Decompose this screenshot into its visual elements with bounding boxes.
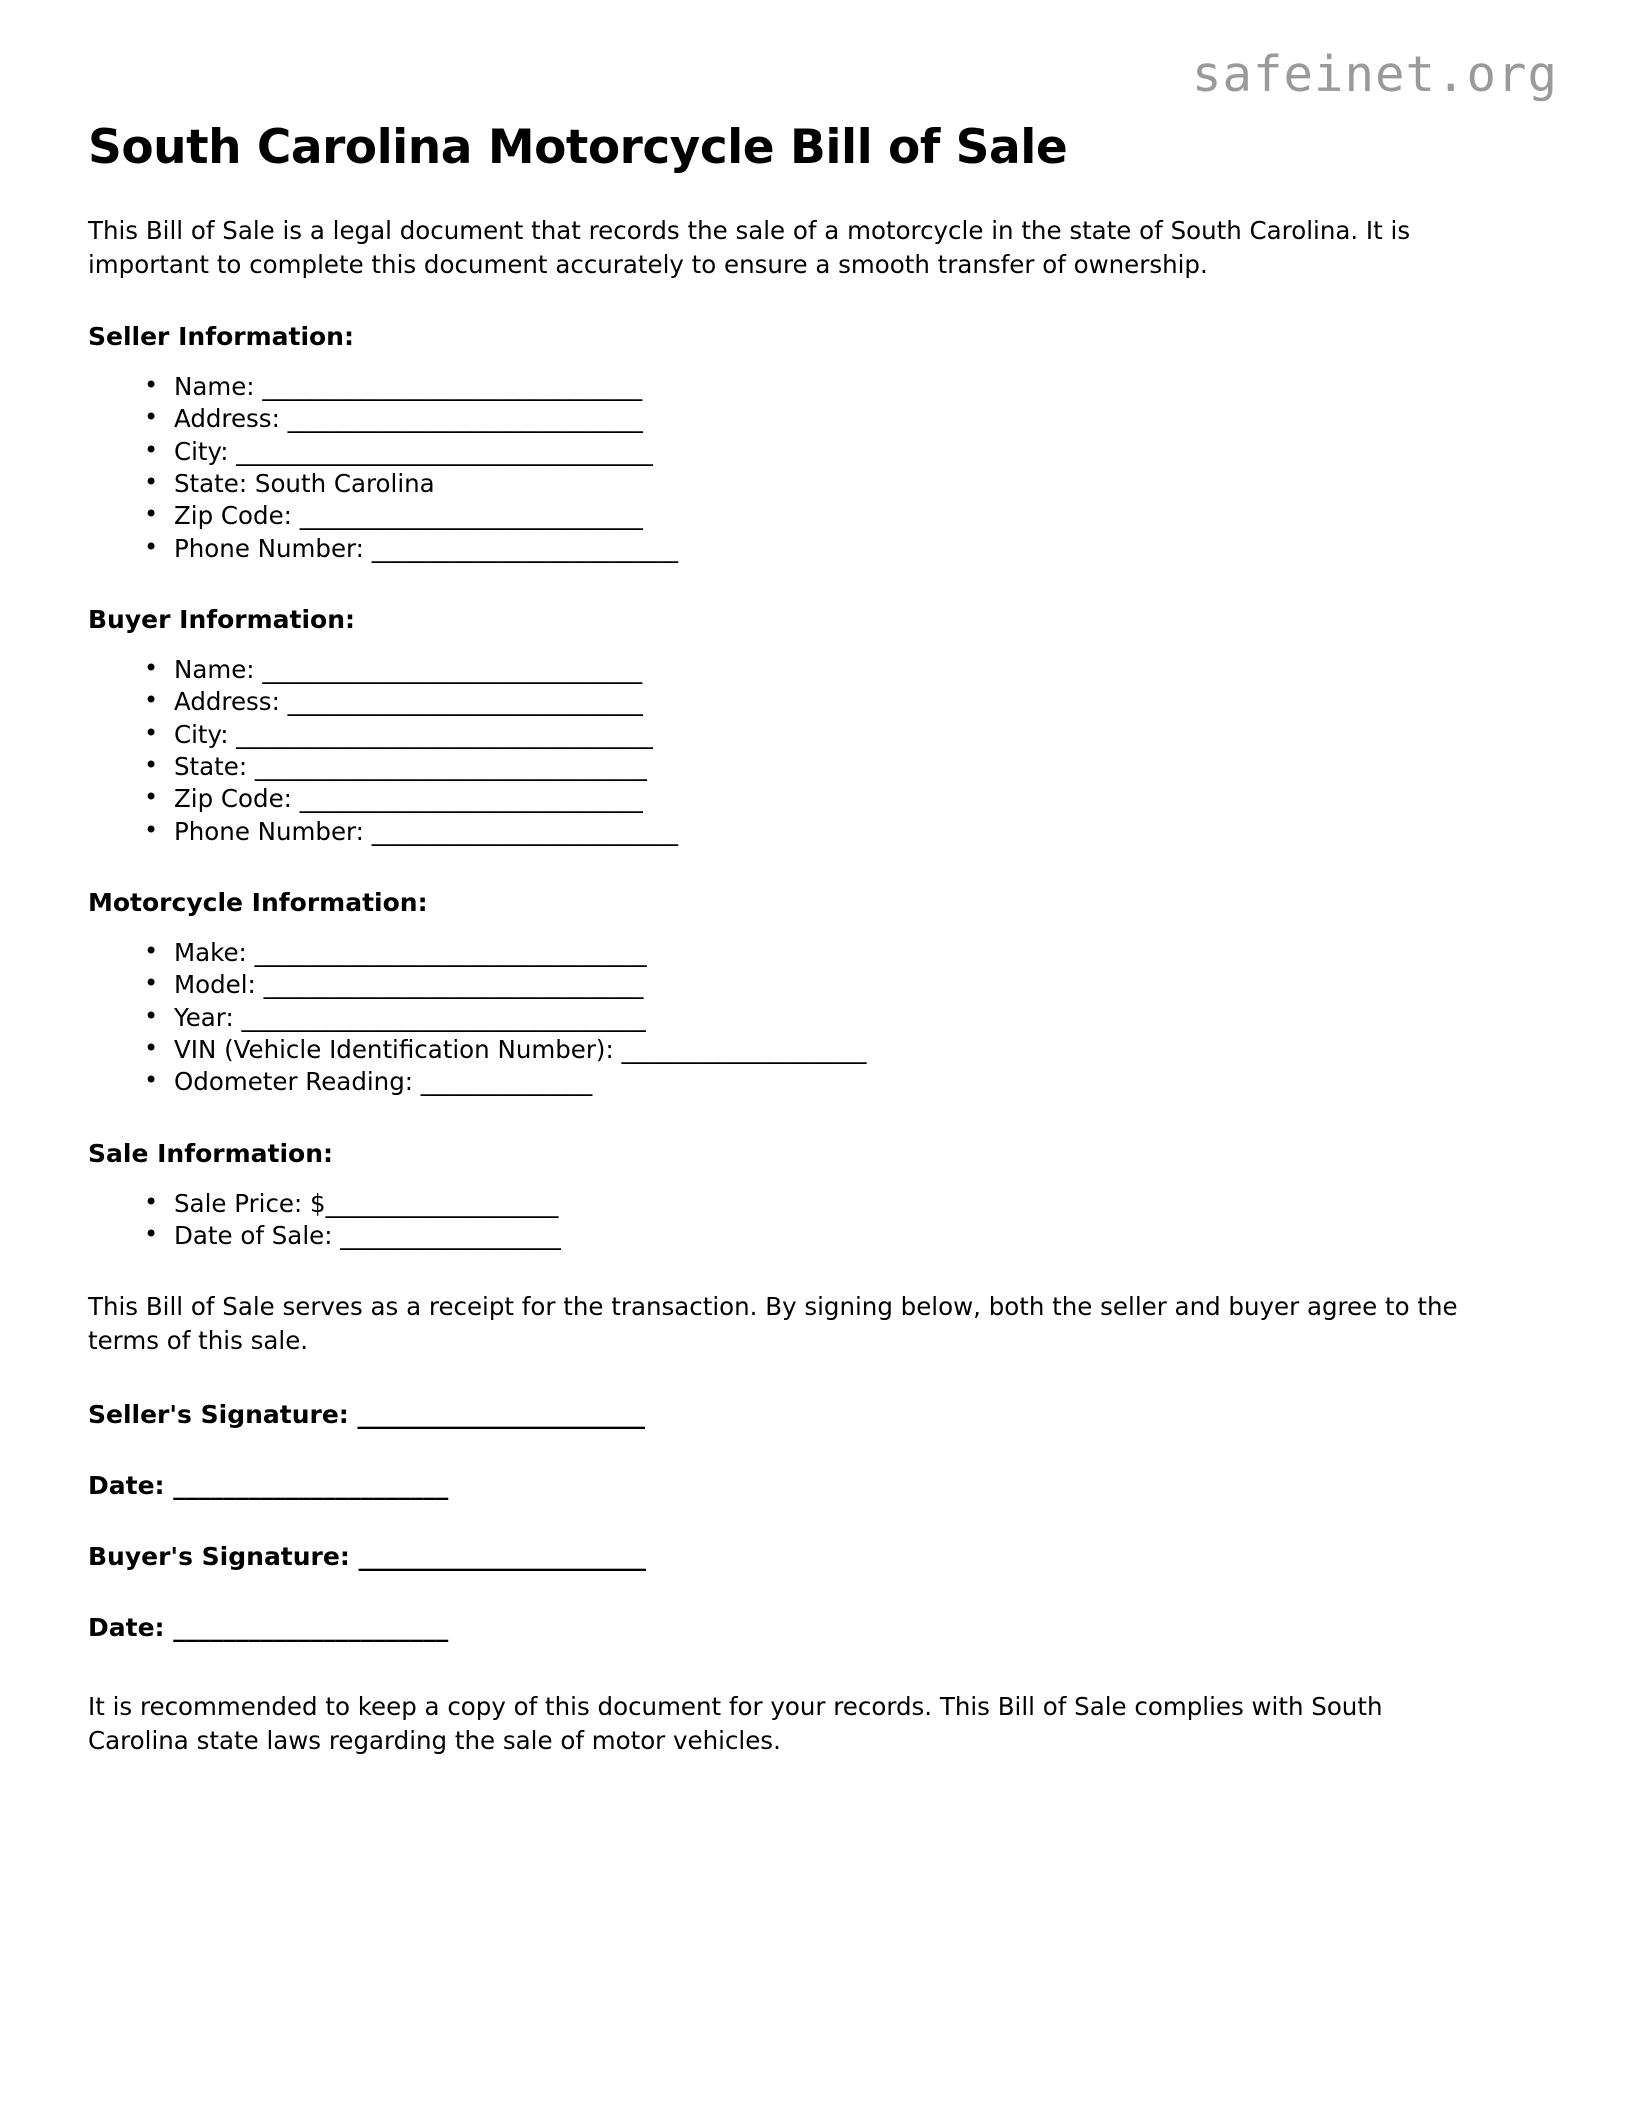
seller-signature-line: Seller's Signature: _______________________ [88, 1399, 645, 1429]
list-item: • Model: _______________________________ [144, 969, 1544, 1001]
list-item: • City: __________________________________ [144, 719, 1544, 751]
buyer-fields-list [88, 654, 1544, 848]
buyer-signature-line: Buyer's Signature: _______________________ [88, 1541, 647, 1571]
buyer-date-line: Date: ______________________ [88, 1612, 449, 1642]
list-item: • Phone Number: _________________________ [144, 533, 1544, 565]
list-item: • Name: _______________________________ [144, 371, 1544, 403]
list-item: • Phone Number: _________________________ [144, 816, 1544, 848]
list-item: • Make: ________________________________ [144, 937, 1544, 969]
section-heading-seller: Seller Information: [88, 321, 354, 351]
motorcycle-fields-list [88, 937, 1544, 1099]
sale-fields-list [88, 1188, 1544, 1253]
list-item: • Address: _____________________________ [144, 403, 1544, 435]
closing-paragraph: It is recommended to keep a copy of this document for your records. This Bill of Sale complies with South Carolina state laws regarding the sale of motor vehicles. [88, 1691, 1383, 1755]
list-item: • Sale Price: $___________________ [144, 1188, 1544, 1220]
seller-date-line: Date: ______________________ [88, 1470, 449, 1500]
page-title: South Carolina Motorcycle Bill of Sale [88, 120, 1068, 175]
seller-fields-list [88, 371, 1544, 565]
list-item: • Date of Sale: __________________ [144, 1220, 1544, 1252]
section-heading-buyer: Buyer Information: [88, 604, 356, 634]
receipt-paragraph: This Bill of Sale serves as a receipt for the transaction. By signing below, both the seller and buyer agree to the terms of this sale. [88, 1292, 1458, 1356]
list-item: • VIN (Vehicle Identification Number): ____________________ [144, 1034, 1544, 1066]
list-item: • Zip Code: ____________________________ [144, 783, 1544, 815]
list-item: • Name: _______________________________ [144, 654, 1544, 686]
list-item: • Year: _________________________________ [144, 1002, 1544, 1034]
section-heading-motorcycle: Motorcycle Information: [88, 887, 428, 917]
list-item: • Zip Code: ____________________________ [144, 500, 1544, 532]
intro-paragraph: This Bill of Sale is a legal document that records the sale of a motorcycle in the state of South Carolina. It is important to complete this document accurately to ensure a smooth transfer of ownership. [88, 216, 1411, 280]
section-heading-sale: Sale Information: [88, 1138, 333, 1168]
list-item: • State: South Carolina [144, 468, 1544, 500]
list-item: • Odometer Reading: ______________ [144, 1066, 1544, 1098]
list-item: • Address: _____________________________ [144, 686, 1544, 718]
list-item: • City: __________________________________ [144, 436, 1544, 468]
site-watermark: safeinet.org [1191, 46, 1558, 103]
list-item: • State: ________________________________ [144, 751, 1544, 783]
